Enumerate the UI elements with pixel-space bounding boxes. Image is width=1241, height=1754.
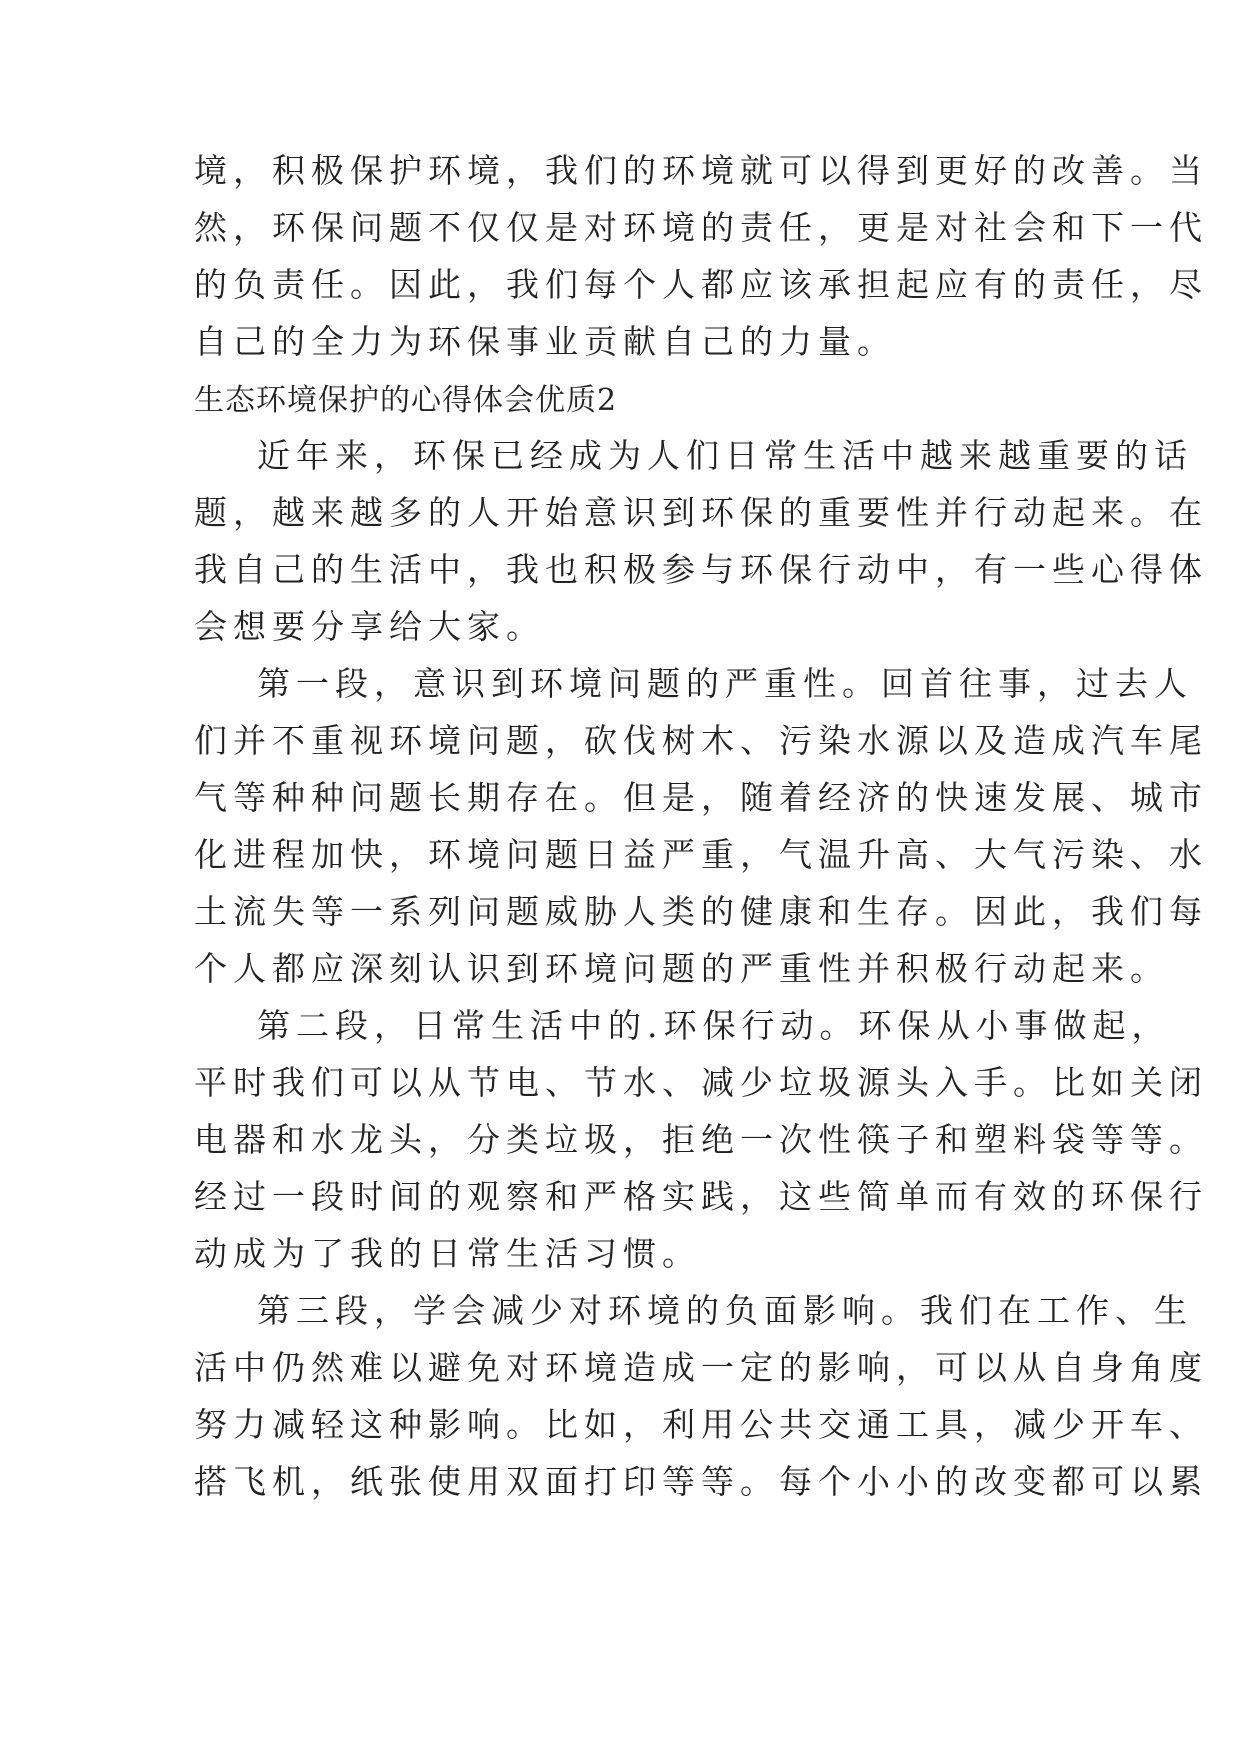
text-line: 然，环保问题不仅仅是对环境的责任，更是对社会和下一代 [194, 208, 1208, 247]
text-line: 会想要分享给大家。 [194, 607, 545, 646]
section-heading: 生态环境保护的心得体会优质2 [194, 383, 618, 418]
text-line: 电器和水龙头，分类垃圾，拒绝一次性筷子和塑料袋等等。 [194, 1120, 1208, 1159]
text-line: 第二段，日常生活中的.环保行动。环保从小事做起， [257, 1006, 1171, 1045]
text-line: 气等种种问题长期存在。但是，随着经济的快速发展、城市 [194, 778, 1208, 817]
text-line: 土流失等一系列问题威胁人类的健康和生存。因此，我们每 [194, 892, 1208, 931]
text-line: 第三段，学会减少对环境的负面影响。我们在工作、生 [257, 1291, 1193, 1330]
text-line: 化进程加快，环境问题日益严重，气温升高、大气污染、水 [194, 835, 1208, 874]
text-line: 平时我们可以从节电、节水、减少垃圾源头入手。比如关闭 [194, 1063, 1208, 1102]
text-line: 第一段，意识到环境问题的严重性。回首往事，过去人 [257, 664, 1193, 703]
text-line: 经过一段时间的观察和严格实践，这些简单而有效的环保行 [194, 1177, 1208, 1216]
text-line: 近年来，环保已经成为人们日常生活中越来越重要的话 [257, 436, 1193, 475]
text-line: 个人都应深刻认识到环境问题的严重性并积极行动起来。 [194, 949, 1169, 988]
text-line: 动成为了我的日常生活习惯。 [194, 1234, 701, 1273]
text-line: 自己的全力为环保事业贡献自己的力量。 [194, 322, 896, 361]
text-line: 努力减轻这种影响。比如，利用公共交通工具，减少开车、 [194, 1405, 1208, 1444]
text-line: 我自己的生活中，我也积极参与环保行动中，有一些心得体 [194, 550, 1208, 589]
text-line: 的负责任。因此，我们每个人都应该承担起应有的责任，尽 [194, 265, 1208, 304]
text-line: 题，越来越多的人开始意识到环保的重要性并行动起来。在 [194, 493, 1208, 532]
text-line: 活中仍然难以避免对环境造成一定的影响，可以从自身角度 [194, 1348, 1208, 1387]
text-line: 境，积极保护环境，我们的环境就可以得到更好的改善。当 [194, 151, 1208, 190]
text-line: 搭飞机，纸张使用双面打印等等。每个小小的改变都可以累 [194, 1462, 1208, 1501]
text-line: 们并不重视环境问题，砍伐树木、污染水源以及造成汽车尾 [194, 721, 1208, 760]
